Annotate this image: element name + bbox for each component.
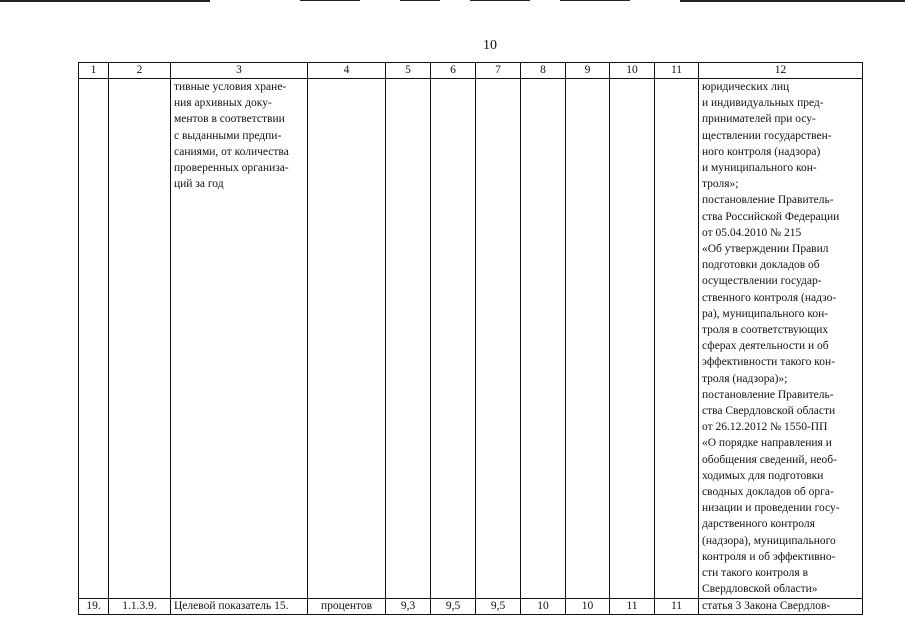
column-number: 12 (699, 63, 863, 79)
table-row (79, 598, 863, 614)
column-number: 8 (521, 63, 566, 79)
legal-basis-cell: юридических лиц и индивидуальных пред- принимателей при осу- ществлении государствен- ного контроля (надзора) и муниципального кон- троля»; постановление Правитель- ства Российской Федерации от 05.04.2010 № 215 «Об утверждении Правил подготовки докладов об осуществлении государ- ственного контроля (надзо- ра), муниципального кон- троля в соответствующих сферах деятельности и об эффективности такого кон- троля (надзора)»; постановление Правитель- ства Свердловской области от 26.12.2012 № 1550-ПП «О порядке направления и обобщения сведений, необ- ходимых для подготовки сводных докладов об орга- низации и проведении госу- дарственного контроля (надзора), муниципального контроля и об эффективно- сти такого контроля в Свердловской области» (699, 79, 863, 599)
scan-edge-line (300, 0, 360, 1)
column-number: 3 (171, 63, 308, 79)
column-number: 1 (79, 63, 109, 79)
column-number: 6 (431, 63, 476, 79)
cell-empty (566, 79, 610, 599)
column-number: 7 (476, 63, 521, 79)
cell-empty (521, 79, 566, 599)
column-number: 5 (386, 63, 431, 79)
cell-empty (308, 79, 386, 599)
scan-edge-line (470, 0, 530, 1)
scan-edge-line (680, 0, 905, 2)
value-cell: 10 (521, 598, 566, 614)
column-number: 11 (655, 63, 699, 79)
table-row (79, 79, 863, 599)
indicator-name-cell: Целевой показатель 15. (171, 598, 308, 614)
column-number: 4 (308, 63, 386, 79)
scan-edge-line (0, 0, 210, 2)
column-number: 10 (610, 63, 655, 79)
value-cell: 9,5 (476, 598, 521, 614)
column-numbers-row (79, 63, 863, 79)
cell-empty (109, 79, 171, 599)
cell-empty (386, 79, 431, 599)
cell-empty (431, 79, 476, 599)
column-number: 9 (566, 63, 610, 79)
scan-edge-line (560, 0, 630, 1)
cell-empty (610, 79, 655, 599)
code-cell: 1.1.3.9. (109, 598, 171, 614)
cell-empty (79, 79, 109, 599)
value-cell: 11 (655, 598, 699, 614)
value-cell: 10 (566, 598, 610, 614)
cell-empty (476, 79, 521, 599)
column-number: 2 (109, 63, 171, 79)
document-table (78, 62, 863, 615)
scan-edge-line (400, 0, 440, 1)
page-number: 10 (483, 38, 497, 53)
row-number-cell: 19. (79, 598, 109, 614)
unit-cell: процентов (308, 598, 386, 614)
cell-empty (655, 79, 699, 599)
value-cell: 11 (610, 598, 655, 614)
value-cell: 9,5 (431, 598, 476, 614)
legal-basis-cell: статья 3 Закона Свердлов- (699, 598, 863, 614)
value-cell: 9,3 (386, 598, 431, 614)
indicator-description-cell: тивные условия хране- ния архивных доку- ментов в соответствии с выданными предпи- саниями, от количества проверенных организа- ций за год (171, 79, 308, 599)
